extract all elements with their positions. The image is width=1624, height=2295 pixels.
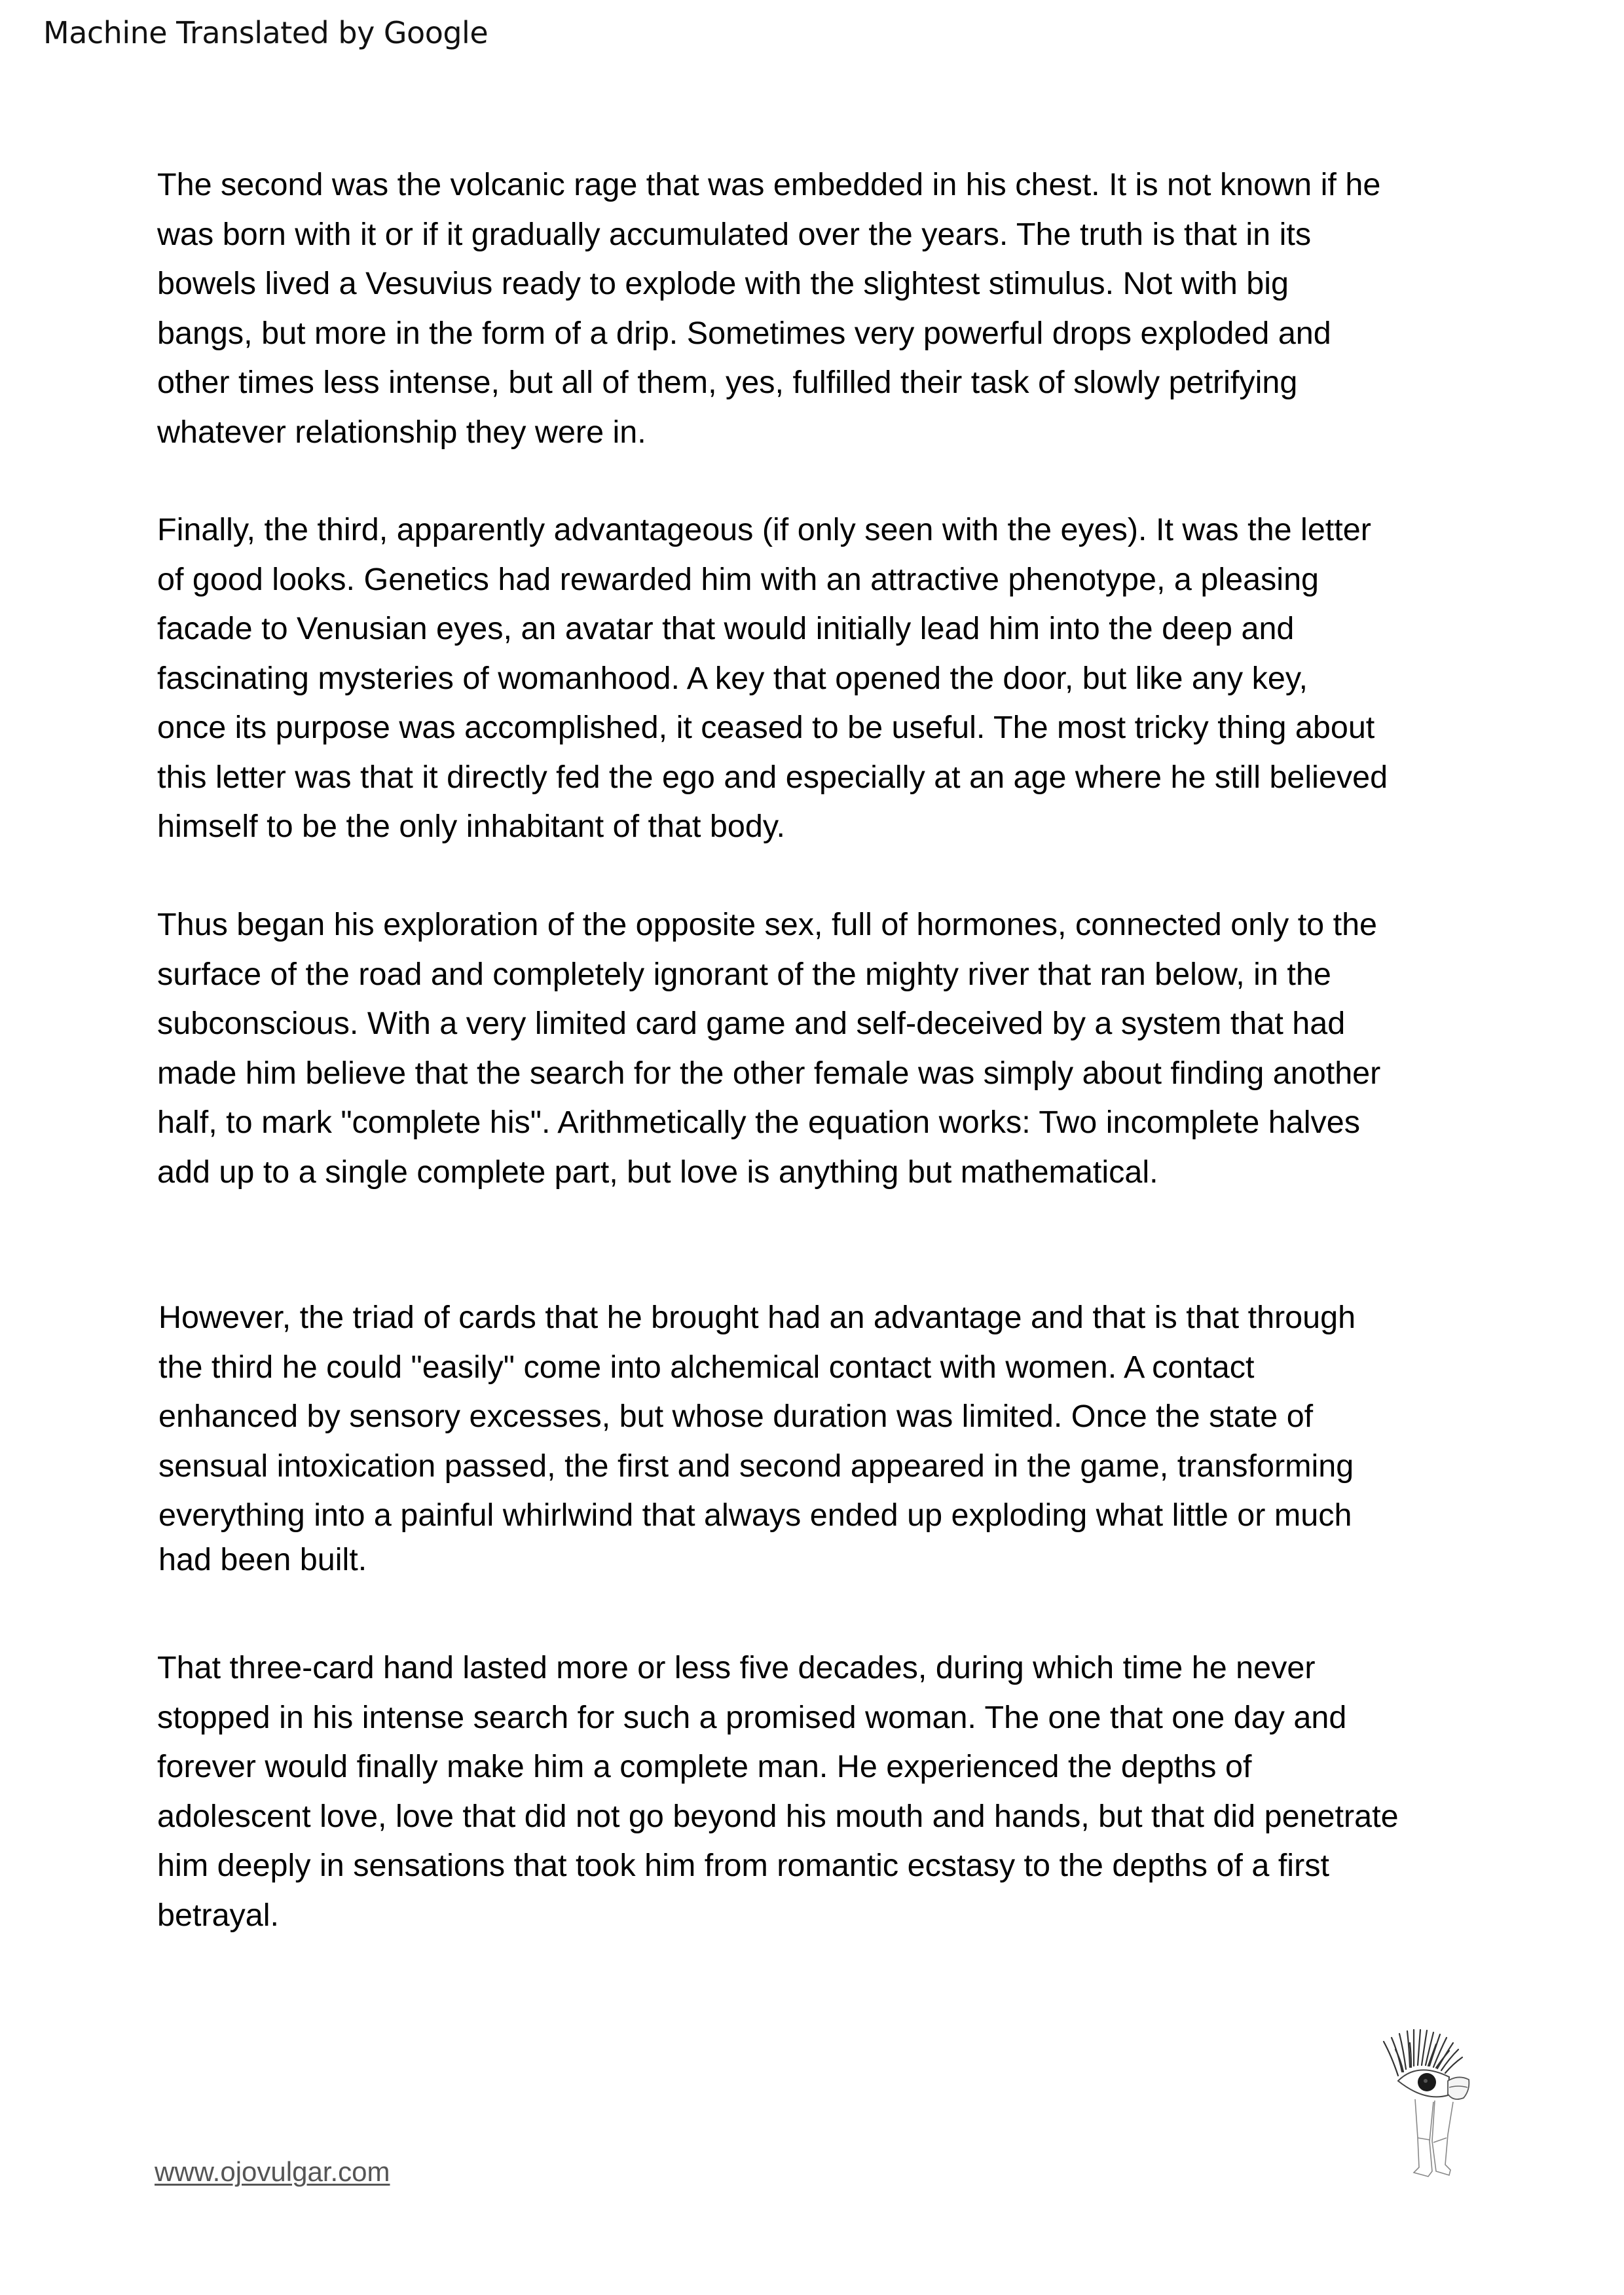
text-line: half, to mark "complete his". Arithmetically the equation works: Two incomplete halves	[157, 1105, 1360, 1140]
text-line: Thus began his exploration of the opposite sex, full of hormones, connected only to the	[157, 907, 1378, 942]
text-line: sensual intoxication passed, the first and second appeared in the game, transforming	[158, 1448, 1354, 1484]
text-line: forever would finally make him a complete man. He experienced the depths of	[157, 1749, 1252, 1784]
paragraph-exploration	[157, 900, 1380, 1197]
text-line: facade to Venusian eyes, an avatar that would initially lead him into the deep and	[157, 611, 1295, 646]
text-line: the third he could "easily" come into alchemical contact with women. A contact	[158, 1349, 1255, 1385]
text-line: enhanced by sensory excesses, but whose duration was limited. Once the state of	[158, 1399, 1314, 1434]
text-line: However, the triad of cards that he brought had an advantage and that is that through	[158, 1300, 1356, 1335]
text-line: of good looks. Genetics had rewarded him with an attractive phenotype, a pleasing	[157, 561, 1320, 597]
website-link[interactable]: www.ojovulgar.com	[155, 2156, 390, 2187]
text-line: this letter was that it directly fed the ego and especially at an age where he still believed	[157, 759, 1388, 795]
eye-on-legs-logo-icon	[1372, 2004, 1490, 2180]
text-line: Finally, the third, apparently advantageous (if only seen with the eyes). It was the letter	[157, 512, 1371, 547]
text-line: everything into a painful whirlwind that always ended up exploding what little or much	[158, 1497, 1352, 1533]
text-line: had been built.	[158, 1541, 367, 1577]
text-line: The second was the volcanic rage that was embedded in his chest. It is not known if he	[157, 167, 1381, 202]
text-line: other times less intense, but all of them, yes, fulfilled their task of slowly petrifying	[157, 365, 1298, 400]
text-line: betrayal.	[157, 1897, 280, 1933]
text-line: subconscious. With a very limited card game and self-deceived by a system that had	[157, 1006, 1346, 1041]
text-line: add up to a single complete part, but love is anything but mathematical.	[157, 1154, 1158, 1190]
paragraph-second-card	[157, 160, 1380, 457]
paragraph-third-card	[157, 505, 1388, 852]
text-line: That three-card hand lasted more or less five decades, during which time he never	[157, 1650, 1316, 1685]
text-line: himself to be the only inhabitant of that body.	[157, 809, 785, 844]
paragraph-triad-of-cards	[158, 1293, 1356, 1585]
text-line: was born with it or if it gradually accumulated over the years. The truth is that in its	[157, 216, 1312, 252]
text-line: fascinating mysteries of womanhood. A key that opened the door, but like any key,	[157, 660, 1308, 696]
machine-translation-note: Machine Translated by Google	[43, 15, 489, 50]
paragraph-three-card-hand	[157, 1643, 1399, 1940]
text-line: once its purpose was accomplished, it ceased to be useful. The most tricky thing about	[157, 710, 1375, 745]
text-line: surface of the road and completely ignorant of the mighty river that ran below, in the	[157, 956, 1331, 992]
text-line: adolescent love, love that did not go beyond his mouth and hands, but that did penetrate	[157, 1798, 1399, 1834]
text-line: stopped in his intense search for such a promised woman. The one that one day and	[157, 1699, 1347, 1735]
text-line: whatever relationship they were in.	[157, 414, 646, 450]
text-line: bowels lived a Vesuvius ready to explode with the slightest stimulus. Not with big	[157, 266, 1289, 301]
text-line: bangs, but more in the form of a drip. Sometimes very powerful drops exploded and	[157, 315, 1331, 351]
text-line: him deeply in sensations that took him from romantic ecstasy to the depths of a first	[157, 1848, 1329, 1883]
text-line: made him believe that the search for the other female was simply about finding another	[157, 1055, 1381, 1091]
